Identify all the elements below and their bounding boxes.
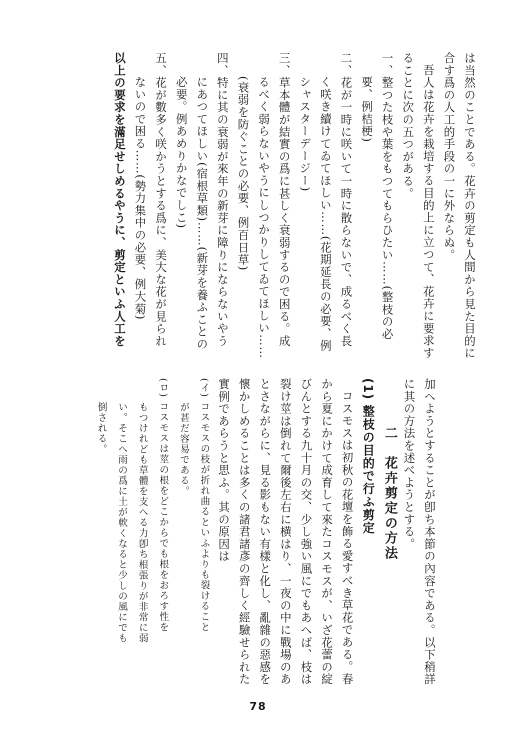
- upper-text-block: [109, 52, 480, 360]
- list-item-continuation: 要、例桔梗): [360, 76, 375, 143]
- list-item-continuation: 必要。例あめりかなでしこ): [174, 76, 189, 229]
- text-line: コスモスは初秋の花壇を飾る愛すべき草花である。春: [340, 390, 355, 686]
- text-line: 實例であらうと思ふ。其の原因は: [217, 378, 232, 563]
- text-line: 以上の要求を滿足せしめるやうに、剪定といふ人工を: [112, 52, 127, 348]
- list-item-continuation: シャスターデージー): [298, 76, 313, 193]
- text-line: に其の方法を述べようとする。: [402, 378, 417, 551]
- text-line: とさながらに、見る影もない有樣と化し、亂雜の惡感を: [258, 378, 273, 686]
- text-line: 吾人は花卉を栽培する目的上に立つて、花卉に要求す: [421, 64, 436, 360]
- subsection-heading: (1) 整枝の目的で行ふ剪定: [361, 378, 376, 535]
- text-line: から夏にかけて成育して來たコスモスが、いざ花蕾の綻: [320, 378, 335, 686]
- text-line: 懷かしめることは多くの諸君諸彥の齊しく經驗せられた: [237, 378, 252, 686]
- text-line: は当然のことである。花卉の剪定も人間から見た目的に: [463, 52, 477, 360]
- list-item-continuation: にあつてほしい(宿根草類)……(新芽を養ふことの: [195, 76, 210, 351]
- text-line: 加へようとすることが卽ち本節の內容である。以下稍詳: [423, 378, 437, 686]
- list-item-continuation: るべく弱らないやうにしつかりしてゐてほしい……: [257, 76, 272, 359]
- list-item-continuation: が甚だ容易である。: [177, 402, 189, 497]
- text-line: 合す爲の人工的手段の一に外ならぬ。: [442, 52, 457, 262]
- list-item: 二、花が一時に咲いて一時に散らないで、成るべく長: [339, 52, 354, 348]
- text-line: 裂け莖は倒れて爾後左右に横はり、一夜の中に戰場のあ: [278, 378, 293, 686]
- list-item-continuation: 倒される。: [95, 402, 107, 455]
- list-item: 一、整つた枝や葉をもつてもらひたい……(整枝の必: [380, 52, 395, 341]
- list-item-continuation: い。そこへ雨の爲に土が軟くなると少しの風にでも: [116, 402, 128, 644]
- list-item: 四、特に其の衰弱が來年の新芽に障りにならないやう: [215, 52, 230, 348]
- list-item-continuation: もつけれども草體を支へる力卽ち根張りが非常に弱: [136, 402, 148, 644]
- text-line: びんとする九十月の交、少し強い風にでもあへば、枝は: [299, 378, 314, 686]
- list-item-continuation: (衰弱を防ぐことの必要、例百日草): [236, 76, 251, 272]
- text-line: ることに次の五つがある。: [401, 52, 416, 200]
- list-item-continuation: く咲き續けてゐてほしい……(花期延長の必要、例: [318, 76, 333, 352]
- list-item: 五、花が數多く咲かうとする爲に、美大な花が見られ: [154, 52, 169, 348]
- section-heading: 二 花卉剪定の方法: [381, 426, 397, 561]
- list-item: (ロ) コスモスは莖の根をどこからでも根をおろす性を: [157, 378, 169, 633]
- list-item: 三、草本體が結實の爲に甚しく衰弱するので困る。成: [277, 52, 292, 348]
- list-item: (イ) コスモスの枝が折れ曲るといふよりも裂けること: [198, 378, 210, 633]
- list-item-continuation: ないので困る……(勢力集中の必要、例大菊): [133, 76, 148, 321]
- lower-text-block: [90, 378, 440, 686]
- page-number: 78: [249, 700, 267, 713]
